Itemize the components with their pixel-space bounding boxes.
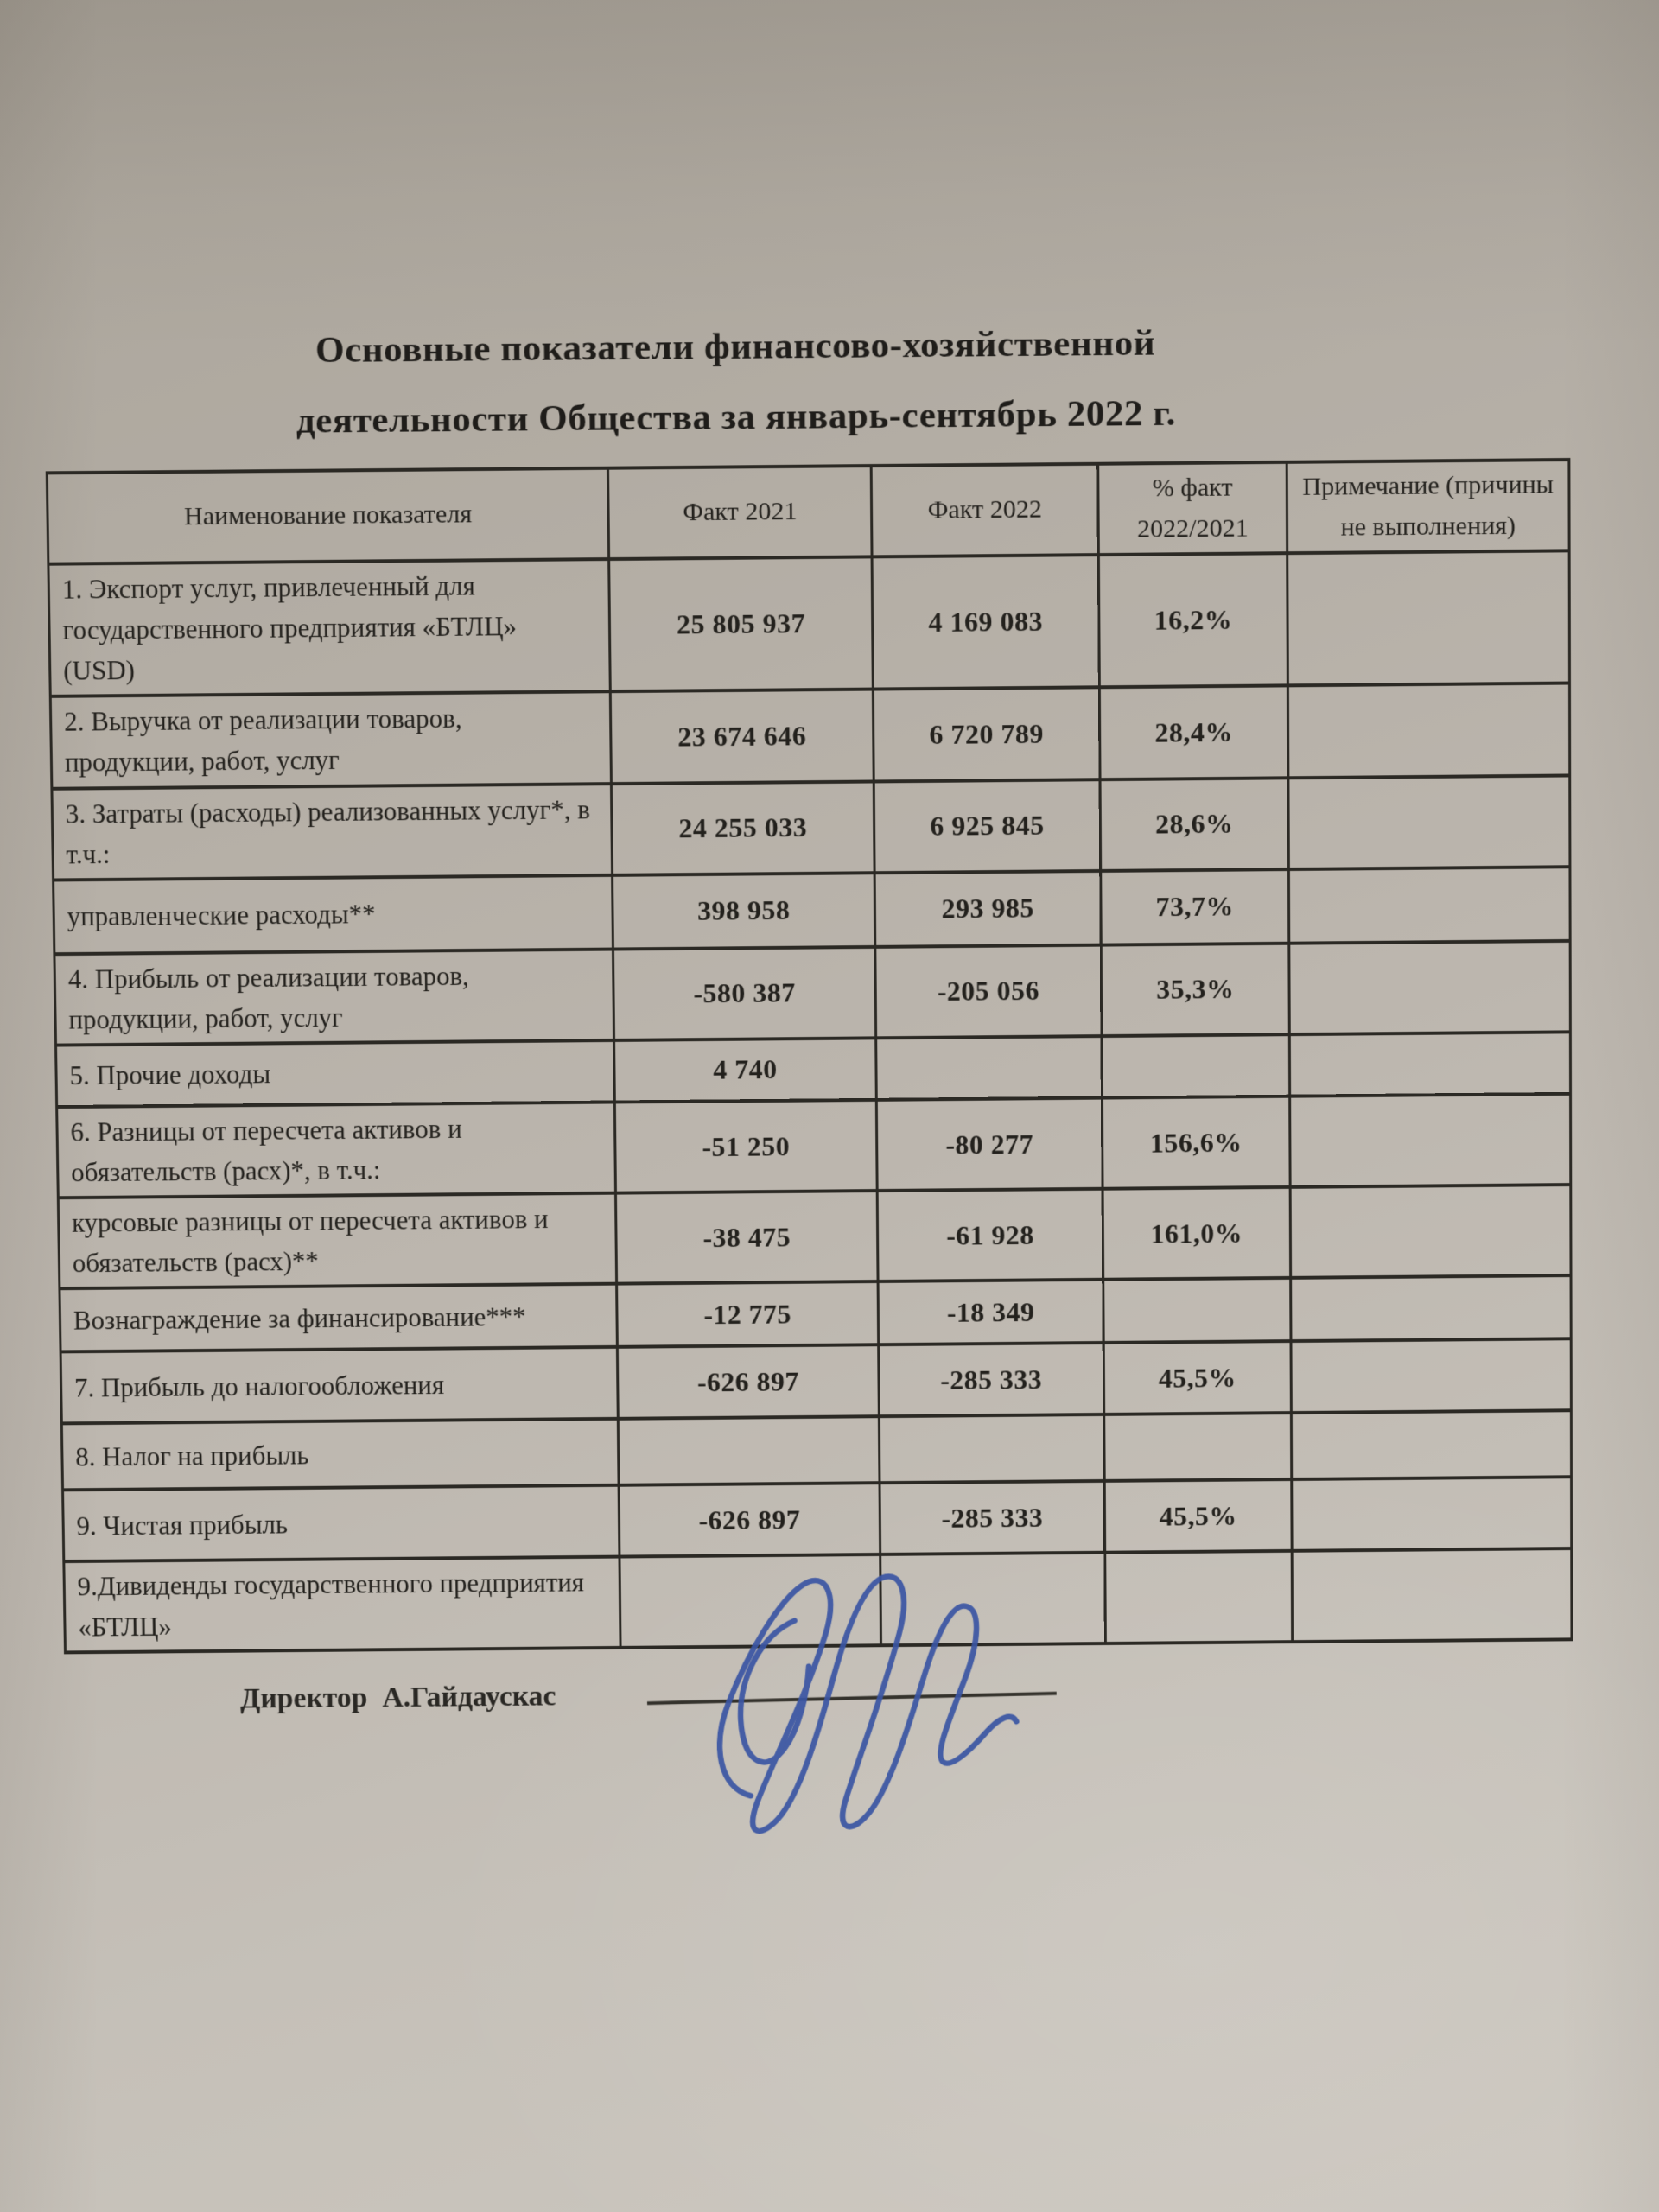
fact-2021-value: 4 740 bbox=[614, 1038, 877, 1102]
row-name: управленческие расходы** bbox=[54, 875, 613, 954]
row-name: 5. Прочие доходы bbox=[56, 1040, 615, 1107]
table-row bbox=[54, 941, 1570, 1046]
table-header-row bbox=[47, 460, 1569, 564]
note-cell bbox=[1291, 1411, 1571, 1480]
fact-2021-value bbox=[618, 1417, 880, 1486]
fact-2022-value bbox=[876, 1036, 1103, 1100]
row-name: 9. Чистая прибыль bbox=[63, 1485, 620, 1561]
note-cell bbox=[1290, 1094, 1571, 1187]
row-name: 4. Прибыль от реализации товаров, продукции, работ, услуг bbox=[54, 949, 614, 1045]
header-fact-2022: Факт 2022 bbox=[871, 464, 1098, 557]
note-cell bbox=[1287, 550, 1570, 685]
pct-value: 45,5% bbox=[1104, 1479, 1292, 1553]
pct-value: 35,3% bbox=[1101, 943, 1289, 1036]
pct-value: 73,7% bbox=[1101, 869, 1289, 945]
fact-2021-value: -51 250 bbox=[614, 1100, 877, 1193]
header-fact-2021: Факт 2021 bbox=[608, 466, 873, 559]
document-title bbox=[215, 308, 1256, 457]
fact-2021-value: -38 475 bbox=[615, 1191, 878, 1284]
pct-value: 16,2% bbox=[1098, 553, 1287, 687]
table-row bbox=[52, 775, 1570, 880]
row-name: 2. Выручка от реализации товаров, продукции, работ, услуг bbox=[50, 692, 611, 789]
note-cell bbox=[1289, 1032, 1570, 1096]
financial-indicators-table bbox=[46, 458, 1573, 1654]
pct-value: 156,6% bbox=[1102, 1096, 1290, 1189]
handwritten-signature-ink bbox=[667, 1565, 1115, 1840]
pct-value bbox=[1102, 1034, 1290, 1097]
row-name: Вознаграждение за финансирование*** bbox=[60, 1284, 617, 1352]
fact-2021-value: -12 775 bbox=[617, 1281, 879, 1347]
fact-2022-value: -285 333 bbox=[879, 1343, 1104, 1416]
table-row bbox=[58, 1185, 1571, 1288]
row-name: 3. Затраты (расходы) реализованных услуг*, в т.ч.: bbox=[52, 784, 613, 880]
row-name: 1. Экспорт услуг, привлеченный для государственного предприятия «БТЛЦ» (USD) bbox=[48, 559, 610, 696]
fact-2022-value: 293 985 bbox=[874, 871, 1101, 947]
table-row bbox=[57, 1094, 1571, 1198]
row-name: 6. Разницы от пересчета активов и обязательств (расх)*, в т.ч.: bbox=[57, 1102, 616, 1198]
fact-2021-value: -580 387 bbox=[613, 947, 875, 1040]
document-title-line2: деятельности Общества за январь-сентябрь 2022 г. bbox=[296, 392, 1176, 442]
note-cell bbox=[1292, 1478, 1572, 1552]
pct-value bbox=[1105, 1551, 1293, 1643]
table-row bbox=[54, 867, 1571, 954]
document-title-line1: Основные показатели финансово-хозяйственной bbox=[315, 322, 1156, 372]
pct-value bbox=[1104, 1413, 1292, 1481]
note-cell bbox=[1291, 1275, 1572, 1341]
note-cell bbox=[1291, 1339, 1571, 1414]
pct-value: 28,4% bbox=[1099, 686, 1288, 779]
fact-2022-value: 6 720 789 bbox=[873, 688, 1100, 781]
pct-value bbox=[1103, 1278, 1291, 1343]
fact-2022-value: 6 925 845 bbox=[874, 779, 1101, 873]
fact-2021-value: -626 897 bbox=[619, 1484, 880, 1557]
note-cell bbox=[1287, 683, 1569, 778]
note-cell bbox=[1288, 867, 1570, 944]
header-name: Наименование показателя bbox=[47, 468, 608, 564]
header-pct: % факт 2022/2021 bbox=[1098, 462, 1287, 555]
note-cell bbox=[1292, 1548, 1572, 1641]
table-row bbox=[60, 1339, 1571, 1424]
table-row bbox=[50, 683, 1569, 788]
fact-2022-value bbox=[879, 1414, 1104, 1483]
note-cell bbox=[1289, 941, 1571, 1034]
fact-2022-value: -18 349 bbox=[878, 1280, 1103, 1344]
fact-2021-value: -626 897 bbox=[617, 1345, 879, 1420]
row-name: 7. Прибыль до налогообложения bbox=[60, 1347, 618, 1424]
fact-2022-value: 4 169 083 bbox=[872, 555, 1099, 690]
director-signature-label: Директор А.Гайдаускас bbox=[239, 1680, 556, 1715]
fact-2022-value: -205 056 bbox=[875, 944, 1102, 1038]
row-name: 8. Налог на прибыль bbox=[61, 1419, 619, 1491]
pct-value: 161,0% bbox=[1103, 1187, 1291, 1280]
note-cell bbox=[1290, 1185, 1571, 1278]
pct-value: 45,5% bbox=[1103, 1341, 1291, 1414]
fact-2021-value: 24 255 033 bbox=[611, 781, 874, 875]
fact-2021-value: 23 674 646 bbox=[610, 690, 874, 784]
fact-2022-value: -80 277 bbox=[876, 1098, 1103, 1192]
header-note: Примечание (причины не выполнения) bbox=[1287, 460, 1569, 553]
row-name: 9.Дивиденды государственного предприятия «БТЛЦ» bbox=[64, 1557, 620, 1652]
fact-2021-value: 25 805 937 bbox=[609, 556, 874, 691]
fact-2021-value: 398 958 bbox=[613, 873, 875, 949]
pct-value: 28,6% bbox=[1100, 778, 1288, 871]
table-row bbox=[63, 1478, 1572, 1562]
table-row bbox=[48, 550, 1570, 696]
row-name: курсовые разницы от пересчета активов и обязательств (расх)** bbox=[58, 1193, 616, 1289]
note-cell bbox=[1288, 775, 1570, 869]
fact-2022-value: -285 333 bbox=[880, 1481, 1105, 1554]
fact-2022-value: -61 928 bbox=[877, 1189, 1103, 1281]
